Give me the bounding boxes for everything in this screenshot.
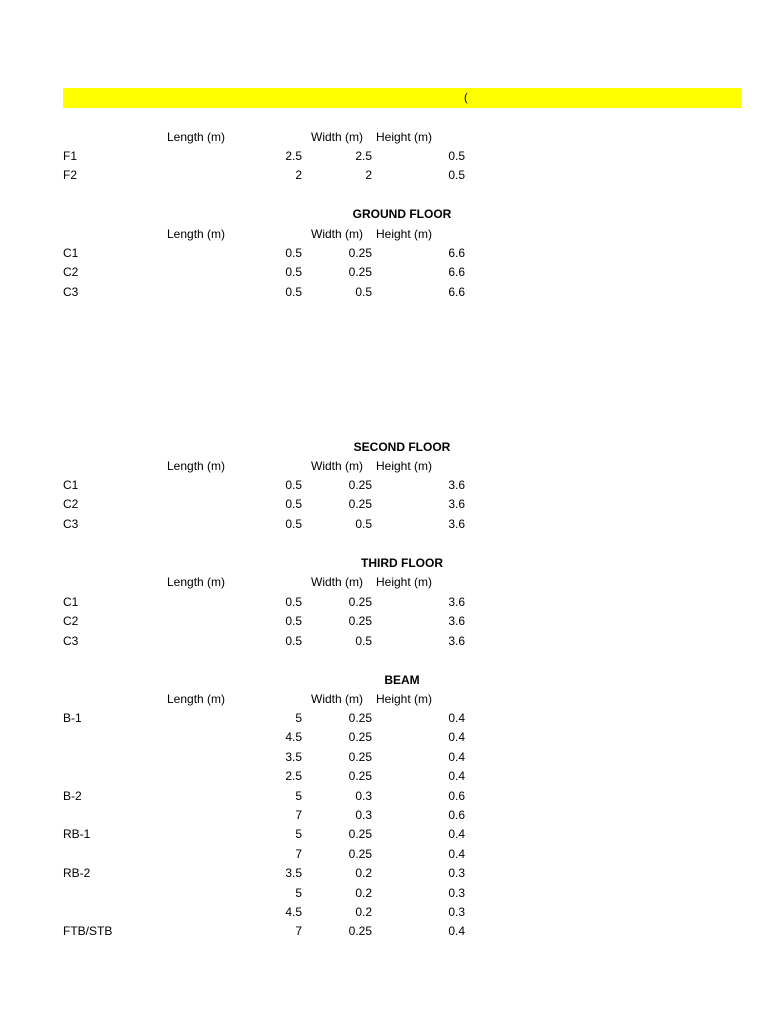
length-value: 0.5 [285, 265, 302, 280]
section-title: BEAM [384, 673, 420, 687]
width-value: 0.25 [348, 827, 372, 842]
height-value: 0.4 [448, 924, 465, 939]
section-title: GROUND FLOOR [352, 207, 452, 221]
row-label [63, 728, 163, 747]
length-value: 0.5 [285, 246, 302, 260]
header-width: Width (m) [311, 575, 363, 589]
height-value: 6.6 [448, 265, 465, 280]
row-label: B-1 [63, 711, 82, 725]
height-value: 0.4 [448, 730, 465, 745]
height-value: 0.5 [448, 149, 465, 163]
width-value: 0.25 [348, 614, 372, 629]
table-row [0, 166, 768, 185]
header-length: Length (m) [167, 130, 226, 144]
row-label: F2 [63, 168, 78, 183]
column-header-row [0, 128, 768, 147]
length-value: 3.5 [285, 866, 302, 881]
table-row [0, 864, 768, 883]
length-value: 0.5 [285, 284, 302, 299]
width-value: 0.2 [355, 905, 372, 919]
header-height: Height (m) [376, 575, 433, 589]
table-row [0, 845, 768, 864]
height-value: 6.6 [448, 246, 465, 260]
length-value: 4.5 [285, 730, 302, 745]
width-value: 2.5 [355, 149, 372, 163]
height-value: 3.6 [448, 614, 465, 629]
length-value: 5 [295, 885, 302, 900]
height-value: 0.4 [448, 711, 465, 725]
column-header-row [0, 225, 768, 244]
length-value: 2 [295, 168, 302, 183]
section-title: SECOND FLOOR [353, 440, 451, 454]
length-value: 4.5 [285, 905, 302, 919]
width-value: 2 [365, 168, 372, 183]
height-value: 0.5 [448, 168, 465, 183]
banner-mark: ( [464, 92, 468, 104]
column-header-row [0, 690, 768, 709]
header-height: Height (m) [376, 459, 433, 473]
height-value: 0.3 [448, 885, 465, 900]
header-width: Width (m) [311, 130, 363, 144]
width-value: 0.25 [348, 246, 372, 260]
table-row [0, 787, 768, 806]
row-label [63, 903, 163, 922]
length-value: 5 [295, 827, 302, 842]
width-value: 0.2 [355, 866, 372, 881]
table-row [0, 767, 768, 786]
width-value: 0.25 [348, 924, 372, 939]
height-value: 0.4 [448, 769, 465, 784]
width-value: 0.25 [348, 595, 372, 609]
row-label: RB-1 [63, 827, 91, 842]
row-label: C3 [63, 633, 79, 648]
row-label: C1 [63, 595, 79, 609]
length-value: 7 [295, 924, 302, 939]
width-value: 0.5 [355, 284, 372, 299]
row-label: C2 [63, 497, 79, 512]
row-label: B-2 [63, 788, 82, 803]
table-row [0, 728, 768, 747]
table-row [0, 825, 768, 844]
row-label: RB-2 [63, 866, 91, 881]
length-value: 3.5 [285, 749, 302, 764]
table-row [0, 515, 768, 534]
width-value: 0.3 [355, 788, 372, 803]
length-value: 7 [295, 808, 302, 822]
height-value: 0.6 [448, 788, 465, 803]
height-value: 3.6 [448, 633, 465, 648]
height-value: 3.6 [448, 595, 465, 609]
row-label: C1 [63, 246, 79, 260]
length-value: 0.5 [285, 516, 302, 531]
height-value: 0.6 [448, 808, 465, 822]
width-value: 0.25 [348, 478, 372, 492]
width-value: 0.25 [348, 711, 372, 725]
width-value: 0.25 [348, 846, 372, 861]
length-value: 0.5 [285, 478, 302, 492]
row-label: FTB/STB [63, 924, 113, 939]
row-label: C3 [63, 516, 79, 531]
length-value: 0.5 [285, 595, 302, 609]
table-row [0, 495, 768, 514]
table-row [0, 612, 768, 631]
section-title: THIRD FLOOR [361, 556, 443, 570]
row-label: C3 [63, 284, 79, 299]
row-label [63, 806, 163, 825]
table-row [0, 476, 768, 495]
row-label [63, 884, 163, 903]
header-height: Height (m) [376, 130, 433, 144]
length-value: 2.5 [285, 769, 302, 784]
length-value: 2.5 [285, 149, 302, 163]
header-width: Width (m) [311, 459, 363, 473]
row-label: F1 [63, 149, 78, 163]
table-row [0, 283, 768, 302]
table-row [0, 244, 768, 263]
row-label [63, 845, 163, 864]
table-row [0, 806, 768, 825]
row-label [63, 748, 163, 767]
table-row [0, 884, 768, 903]
height-value: 0.4 [448, 846, 465, 861]
row-label: C1 [63, 478, 79, 492]
header-width: Width (m) [311, 227, 363, 241]
table-row [0, 748, 768, 767]
header-height: Height (m) [376, 692, 433, 706]
length-value: 0.5 [285, 614, 302, 629]
header-length: Length (m) [167, 575, 226, 589]
height-value: 3.6 [448, 497, 465, 512]
width-value: 0.25 [348, 730, 372, 745]
width-value: 0.25 [348, 769, 372, 784]
table-row [0, 147, 768, 166]
height-value: 6.6 [448, 284, 465, 299]
height-value: 3.6 [448, 478, 465, 492]
width-value: 0.3 [355, 808, 372, 822]
height-value: 0.3 [448, 905, 465, 919]
column-header-row [0, 573, 768, 592]
header-height: Height (m) [376, 227, 433, 241]
table-row [0, 263, 768, 282]
table-row [0, 903, 768, 922]
width-value: 0.2 [355, 885, 372, 900]
row-label: C2 [63, 614, 79, 629]
width-value: 0.5 [355, 633, 372, 648]
height-value: 3.6 [448, 516, 465, 531]
height-value: 0.3 [448, 866, 465, 881]
height-value: 0.4 [448, 827, 465, 842]
width-value: 0.25 [348, 749, 372, 764]
length-value: 0.5 [285, 633, 302, 648]
table-row [0, 922, 768, 941]
column-header-row [0, 457, 768, 476]
width-value: 0.25 [348, 265, 372, 280]
header-length: Length (m) [167, 459, 226, 473]
length-value: 5 [295, 788, 302, 803]
width-value: 0.5 [355, 516, 372, 531]
row-label: C2 [63, 265, 79, 280]
header-width: Width (m) [311, 692, 363, 706]
height-value: 0.4 [448, 749, 465, 764]
header-length: Length (m) [167, 692, 226, 706]
header-length: Length (m) [167, 227, 226, 241]
length-value: 7 [295, 846, 302, 861]
table-row [0, 593, 768, 612]
length-value: 0.5 [285, 497, 302, 512]
length-value: 5 [295, 711, 302, 725]
table-row [0, 709, 768, 728]
table-row [0, 632, 768, 651]
row-label [63, 767, 163, 786]
width-value: 0.25 [348, 497, 372, 512]
